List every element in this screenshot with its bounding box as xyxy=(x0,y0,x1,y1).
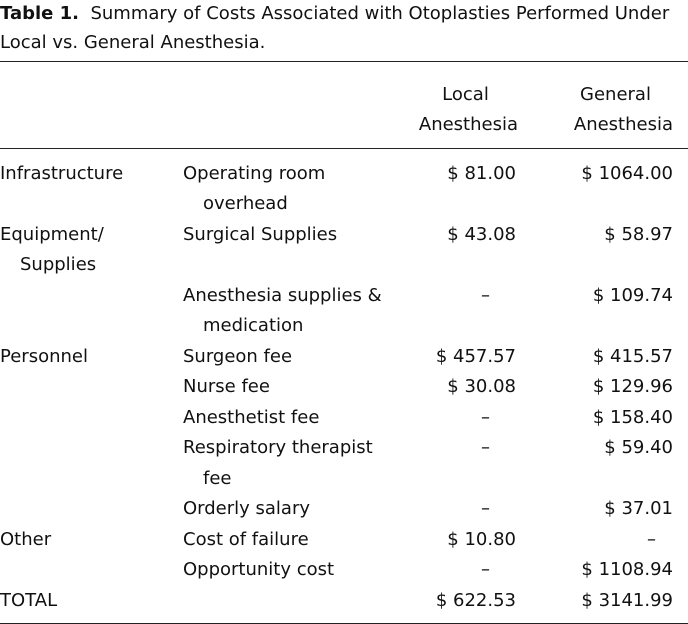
cost-table xyxy=(0,62,688,616)
general-cost: $ 3141.99 xyxy=(581,589,673,611)
row-item: Orderly salary xyxy=(183,498,311,519)
caption-text: Summary of Costs Associated with Otoplasties Performed Under Local vs. General Anesthesia. xyxy=(0,3,670,53)
row-category xyxy=(0,403,183,434)
general-cost: $ 1064.00 xyxy=(581,162,673,184)
local-cost: – xyxy=(481,284,490,306)
table-row xyxy=(0,586,688,617)
general-cost: $ 129.96 xyxy=(592,376,673,397)
row-category: Infrastructure xyxy=(0,162,124,184)
row-item: Surgeon fee xyxy=(183,345,293,367)
table-row xyxy=(0,555,688,586)
row-item: Operating room overhead xyxy=(183,162,326,214)
local-cost: $ 622.53 xyxy=(435,589,516,611)
row-item: Anesthesia supplies & medication xyxy=(183,284,382,336)
general-cost: $ 158.40 xyxy=(592,406,673,428)
row-category: Equipment/ Supplies xyxy=(0,223,104,275)
local-cost: $ 81.00 xyxy=(447,162,516,184)
row-category: Other xyxy=(0,528,52,550)
row-item: Respiratory therapist fee xyxy=(183,437,373,489)
row-item: Opportunity cost xyxy=(183,559,335,580)
local-cost: $ 10.80 xyxy=(447,528,516,550)
local-cost: $ 457.57 xyxy=(435,345,516,367)
row-item: Surgical Supplies xyxy=(183,223,338,245)
table-row xyxy=(0,494,688,525)
table-row xyxy=(0,148,688,220)
row-category xyxy=(0,281,183,342)
table-row xyxy=(0,372,688,403)
row-category: TOTAL xyxy=(0,589,58,611)
local-cost: $ 30.08 xyxy=(447,376,516,397)
table-row xyxy=(0,220,688,281)
general-cost: $ 58.97 xyxy=(604,223,673,245)
general-cost: – xyxy=(647,528,656,550)
row-item: Nurse fee xyxy=(183,376,270,397)
local-cost: $ 43.08 xyxy=(447,223,516,245)
caption-label: Table 1. xyxy=(0,3,79,24)
row-category xyxy=(0,555,183,586)
general-cost: $ 109.74 xyxy=(592,284,673,306)
general-cost: $ 415.57 xyxy=(592,345,673,367)
row-item xyxy=(183,586,383,617)
local-cost: – xyxy=(481,559,490,580)
table-caption xyxy=(0,0,688,57)
header-general: General Anesthesia xyxy=(573,84,673,135)
table-row xyxy=(0,342,688,373)
table-row xyxy=(0,403,688,434)
header-local: Local Anesthesia xyxy=(418,84,518,135)
row-item: Cost of failure xyxy=(183,528,309,550)
local-cost: – xyxy=(481,498,490,519)
row-category xyxy=(0,433,183,494)
row-category xyxy=(0,494,183,525)
table-row xyxy=(0,433,688,494)
row-category xyxy=(0,372,183,403)
table-body xyxy=(0,148,688,616)
table-row xyxy=(0,281,688,342)
general-cost: $ 37.01 xyxy=(604,498,673,519)
general-cost: $ 1108.94 xyxy=(581,559,673,580)
row-item: Anesthetist fee xyxy=(183,406,320,428)
table-row xyxy=(0,525,688,556)
local-cost: – xyxy=(481,406,490,428)
row-category: Personnel xyxy=(0,345,88,367)
general-cost: $ 59.40 xyxy=(604,437,673,458)
local-cost: – xyxy=(481,437,490,458)
